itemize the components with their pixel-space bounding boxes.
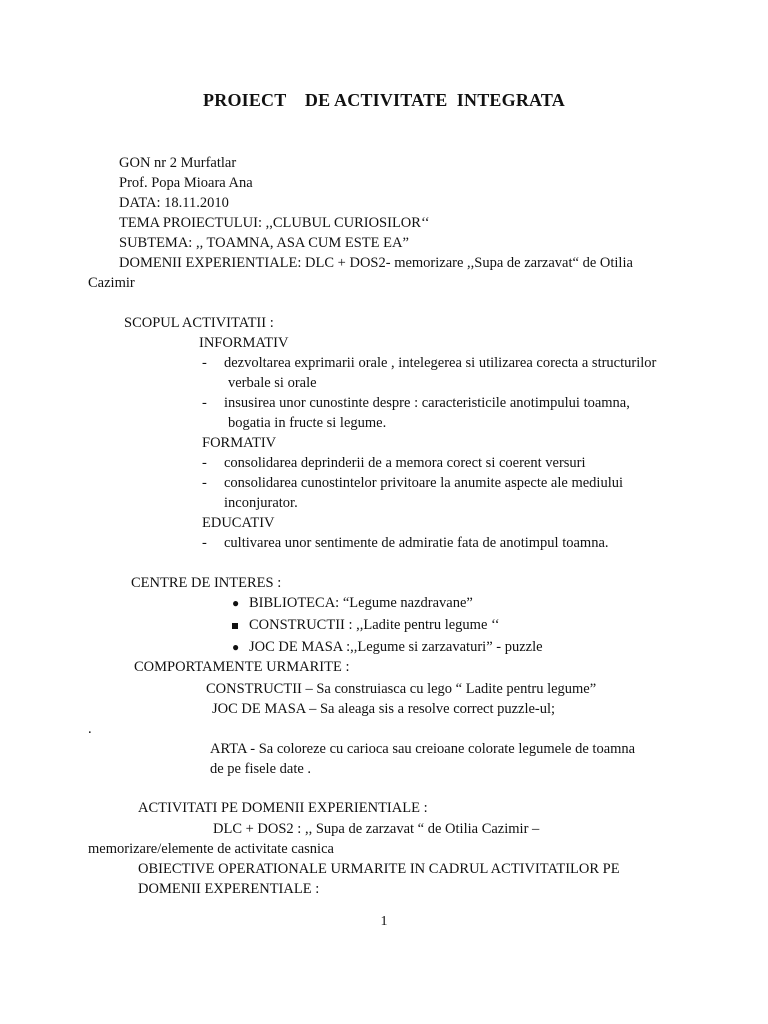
bullet-dot-icon: ● (232, 596, 240, 610)
informativ-item-1: dezvoltarea exprimarii orale , intelegerea si utilizarea corecta a structurilor (224, 355, 657, 371)
theme-line: TEMA PROIECTULUI: ,,CLUBUL CURIOSILOR‘‘ (119, 215, 430, 231)
bullet-square-icon (232, 615, 238, 635)
activities-heading: ACTIVITATI PE DOMENII EXPERIENTIALE : (138, 800, 428, 816)
educativ-label: EDUCATIV (202, 515, 275, 531)
subtheme-line: SUBTEMA: ,, TOAMNA, ASA CUM ESTE EA” (119, 235, 409, 251)
school-line: GON nr 2 Murfatlar (119, 155, 237, 171)
dash-marker: - (202, 355, 207, 371)
center-item-biblioteca: BIBLIOTECA: “Legume nazdravane” (249, 595, 473, 611)
behavior-joc-de-masa: JOC DE MASA – Sa aleaga sis a resolve correct puzzle-ul; (212, 701, 556, 717)
centers-heading: CENTRE DE INTERES : (131, 575, 282, 591)
educativ-item-1: cultivarea unor sentimente de admiratie fata de anotimpul toamna. (224, 535, 609, 551)
formativ-item-2: consolidarea cunostintelor privitoare la anumite aspecte ale mediului (224, 475, 624, 491)
behavior-arta-cont: de pe fisele date . (210, 761, 312, 777)
page-number: 1 (380, 914, 388, 929)
informativ-item-2-cont: bogatia in fructe si legume. (228, 415, 387, 431)
activity-dlc-dos2-cont: memorizare/elemente de activitate casnica (88, 841, 334, 857)
dash-marker: - (202, 475, 207, 491)
domains-line: DOMENII EXPERIENTIALE: DLC + DOS2- memorizare ,,Supa de zarzavat“ de Otilia (119, 255, 633, 271)
domains-line-cont: Cazimir (88, 275, 135, 291)
center-item-joc-de-masa: JOC DE MASA :,,Legume si zarzavaturi” - puzzle (249, 639, 543, 655)
objectives-heading-cont: DOMENII EXPERENTIALE : (138, 881, 320, 897)
behaviors-heading: COMPORTAMENTE URMARITE : (134, 659, 350, 675)
informativ-label: INFORMATIV (199, 335, 289, 351)
informativ-item-1-cont: verbale si orale (228, 375, 317, 391)
behavior-arta: ARTA - Sa coloreze cu carioca sau creioane colorate legumele de toamna (210, 741, 636, 757)
formativ-item-2-cont: inconjurator. (224, 495, 298, 511)
activity-dlc-dos2: DLC + DOS2 : ,, Supa de zarzavat “ de Otilia Cazimir – (213, 821, 540, 837)
informativ-item-2: insusirea unor cunostinte despre : caracteristicile anotimpului toamna, (224, 395, 630, 411)
bullet-dot-icon: ● (232, 640, 240, 654)
teacher-line: Prof. Popa Mioara Ana (119, 175, 253, 191)
page-title: PROIECT DE ACTIVITATE INTEGRATA (203, 90, 565, 110)
scope-heading: SCOPUL ACTIVITATII : (124, 315, 274, 331)
formativ-label: FORMATIV (202, 435, 277, 451)
dash-marker: - (202, 395, 207, 411)
objectives-heading: OBIECTIVE OPERATIONALE URMARITE IN CADRUL ACTIVITATILOR PE (138, 861, 620, 877)
formativ-item-1: consolidarea deprinderii de a memora corect si coerent versuri (224, 455, 586, 471)
stray-mark: . (88, 721, 92, 737)
center-item-constructii: CONSTRUCTII : ,,Ladite pentru legume ‘‘ (249, 617, 500, 633)
behavior-constructii: CONSTRUCTII – Sa construiasca cu lego “ Ladite pentru legume” (206, 681, 597, 697)
dash-marker: - (202, 455, 207, 471)
date-line: DATA: 18.11.2010 (119, 195, 229, 211)
dash-marker: - (202, 535, 207, 551)
